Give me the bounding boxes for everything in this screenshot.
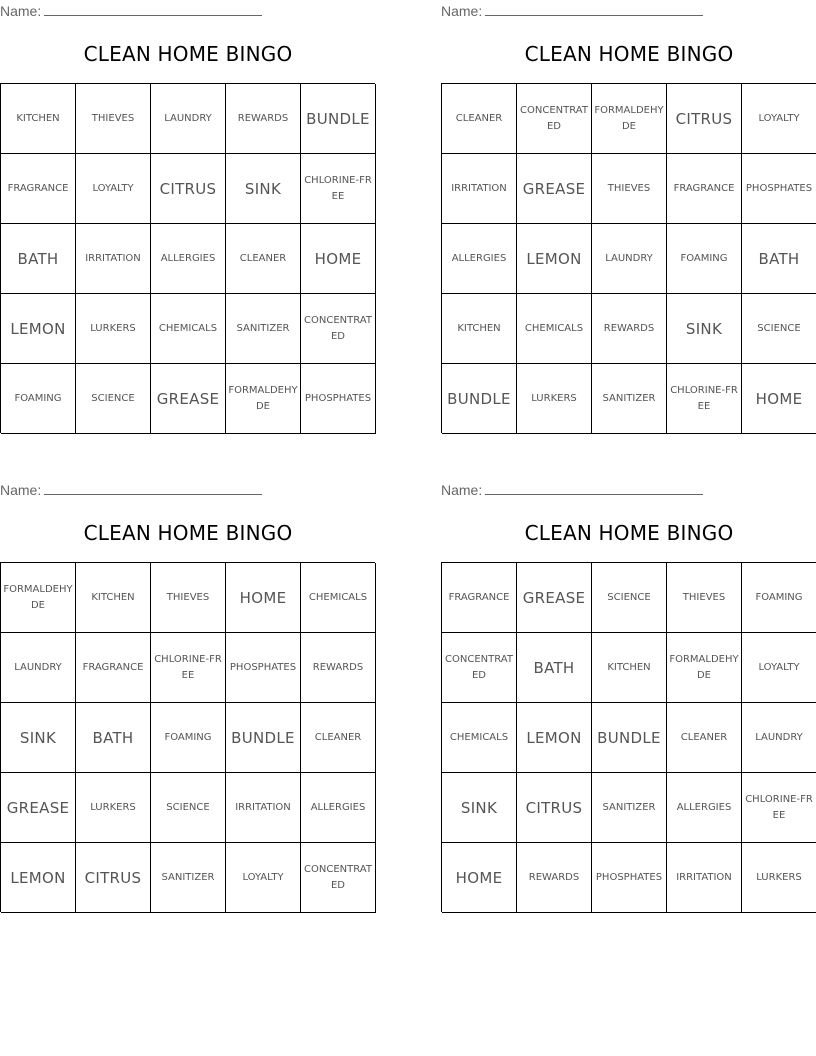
bingo-cell: LAUNDRY [592, 224, 667, 294]
bingo-cell: CONCENTRATED [517, 84, 592, 154]
bingo-cell: FOAMING [742, 563, 816, 633]
bingo-cell: CITRUS [667, 84, 742, 154]
card-title: CLEAN HOME BINGO [524, 521, 734, 545]
bingo-cell: BUNDLE [301, 84, 376, 154]
bingo-card-2 [441, 0, 816, 436]
bingo-cell: PHOSPHATES [742, 154, 816, 224]
bingo-cell: LEMON [1, 294, 76, 364]
bingo-cell: BATH [517, 633, 592, 703]
bingo-grid [441, 562, 816, 912]
bingo-cell: SANITIZER [151, 843, 226, 913]
bingo-cell: SANITIZER [226, 294, 301, 364]
bingo-cell: CHEMICALS [301, 563, 376, 633]
bingo-cell: CLEANER [301, 703, 376, 773]
bingo-cell: LEMON [517, 703, 592, 773]
bingo-cell: FRAGRANCE [76, 633, 151, 703]
bingo-cell: SCIENCE [151, 773, 226, 843]
name-line [485, 3, 703, 16]
bingo-cell: CITRUS [76, 843, 151, 913]
bingo-cell: LAUNDRY [151, 84, 226, 154]
bingo-cell: CHLORINE-FREE [742, 773, 816, 843]
name-field [441, 482, 703, 498]
bingo-cell: HOME [301, 224, 376, 294]
bingo-cell: IRRITATION [667, 843, 742, 913]
bingo-cell: LAUNDRY [742, 703, 816, 773]
bingo-cell: FORMALDEHYDE [226, 364, 301, 434]
bingo-cell: LAUNDRY [1, 633, 76, 703]
bingo-cell: CONCENTRATED [301, 294, 376, 364]
bingo-cell: REWARDS [226, 84, 301, 154]
bingo-cell: REWARDS [592, 294, 667, 364]
bingo-cell: SCIENCE [742, 294, 816, 364]
bingo-cell: THIEVES [592, 154, 667, 224]
bingo-cell: ALLERGIES [667, 773, 742, 843]
bingo-cell: LOYALTY [742, 84, 816, 154]
bingo-cell: CLEANER [667, 703, 742, 773]
name-label: Name: [441, 3, 483, 19]
bingo-cell: BUNDLE [592, 703, 667, 773]
bingo-cell: IRRITATION [76, 224, 151, 294]
bingo-cell: CLEANER [226, 224, 301, 294]
bingo-cell: ALLERGIES [301, 773, 376, 843]
bingo-card-1 [0, 0, 376, 436]
bingo-cell: IRRITATION [442, 154, 517, 224]
bingo-cell: KITCHEN [592, 633, 667, 703]
bingo-cell: FORMALDEHYDE [1, 563, 76, 633]
bingo-cell: CHEMICALS [151, 294, 226, 364]
bingo-cell: THIEVES [151, 563, 226, 633]
bingo-cell: THIEVES [667, 563, 742, 633]
bingo-cell: PHOSPHATES [301, 364, 376, 434]
bingo-cell: BATH [742, 224, 816, 294]
bingo-cell: FRAGRANCE [667, 154, 742, 224]
bingo-cell: THIEVES [76, 84, 151, 154]
name-field [0, 482, 262, 498]
bingo-cell: CONCENTRATED [301, 843, 376, 913]
name-field [441, 3, 703, 19]
bingo-cell: HOME [226, 563, 301, 633]
bingo-cell: PHOSPHATES [592, 843, 667, 913]
bingo-cell: CHLORINE-FREE [151, 633, 226, 703]
bingo-cell: FRAGRANCE [1, 154, 76, 224]
bingo-cell: GREASE [1, 773, 76, 843]
bingo-cell: CITRUS [517, 773, 592, 843]
bingo-cell: CONCENTRATED [442, 633, 517, 703]
bingo-cell: SANITIZER [592, 364, 667, 434]
bingo-cell: SANITIZER [592, 773, 667, 843]
bingo-cell: FOAMING [151, 703, 226, 773]
name-line [485, 482, 703, 495]
bingo-cell: SINK [667, 294, 742, 364]
name-label: Name: [0, 3, 42, 19]
bingo-card-3 [0, 479, 376, 915]
bingo-cell: HOME [442, 843, 517, 913]
bingo-cell: BATH [1, 224, 76, 294]
card-title: CLEAN HOME BINGO [83, 42, 293, 66]
bingo-cell: HOME [742, 364, 816, 434]
bingo-cell: CHLORINE-FREE [667, 364, 742, 434]
bingo-cell: BUNDLE [442, 364, 517, 434]
name-label: Name: [0, 482, 42, 498]
bingo-cell: SCIENCE [76, 364, 151, 434]
bingo-cell: CITRUS [151, 154, 226, 224]
bingo-cell: LEMON [517, 224, 592, 294]
card-title: CLEAN HOME BINGO [83, 521, 293, 545]
bingo-cell: BATH [76, 703, 151, 773]
bingo-cell: ALLERGIES [442, 224, 517, 294]
bingo-cell: GREASE [517, 154, 592, 224]
bingo-cell: GREASE [151, 364, 226, 434]
bingo-grid [0, 83, 375, 433]
bingo-cell: SINK [442, 773, 517, 843]
bingo-cell: LEMON [1, 843, 76, 913]
name-label: Name: [441, 482, 483, 498]
name-field [0, 3, 262, 19]
bingo-cell: KITCHEN [1, 84, 76, 154]
bingo-cell: ALLERGIES [151, 224, 226, 294]
bingo-cell: CLEANER [442, 84, 517, 154]
bingo-cell: GREASE [517, 563, 592, 633]
bingo-cell: PHOSPHATES [226, 633, 301, 703]
bingo-cell: SINK [1, 703, 76, 773]
bingo-cell: FORMALDEHYDE [592, 84, 667, 154]
bingo-cell: IRRITATION [226, 773, 301, 843]
bingo-grid [441, 83, 816, 433]
bingo-cell: REWARDS [301, 633, 376, 703]
bingo-cell: FORMALDEHYDE [667, 633, 742, 703]
bingo-cell: KITCHEN [442, 294, 517, 364]
bingo-cell: KITCHEN [76, 563, 151, 633]
bingo-cell: LOYALTY [226, 843, 301, 913]
bingo-cell: SCIENCE [592, 563, 667, 633]
bingo-cell: LOYALTY [76, 154, 151, 224]
bingo-grid [0, 562, 375, 912]
bingo-cell: FOAMING [1, 364, 76, 434]
bingo-cell: CHEMICALS [442, 703, 517, 773]
bingo-cell: BUNDLE [226, 703, 301, 773]
bingo-cell: LURKERS [76, 294, 151, 364]
name-line [44, 482, 262, 495]
bingo-cell: SINK [226, 154, 301, 224]
bingo-cell: LURKERS [742, 843, 816, 913]
name-line [44, 3, 262, 16]
bingo-cell: LURKERS [517, 364, 592, 434]
card-title: CLEAN HOME BINGO [524, 42, 734, 66]
bingo-cell: LURKERS [76, 773, 151, 843]
bingo-cell: CHLORINE-FREE [301, 154, 376, 224]
bingo-cell: LOYALTY [742, 633, 816, 703]
bingo-card-4 [441, 479, 816, 915]
bingo-cell: FRAGRANCE [442, 563, 517, 633]
bingo-cell: FOAMING [667, 224, 742, 294]
bingo-cell: REWARDS [517, 843, 592, 913]
bingo-cell: CHEMICALS [517, 294, 592, 364]
